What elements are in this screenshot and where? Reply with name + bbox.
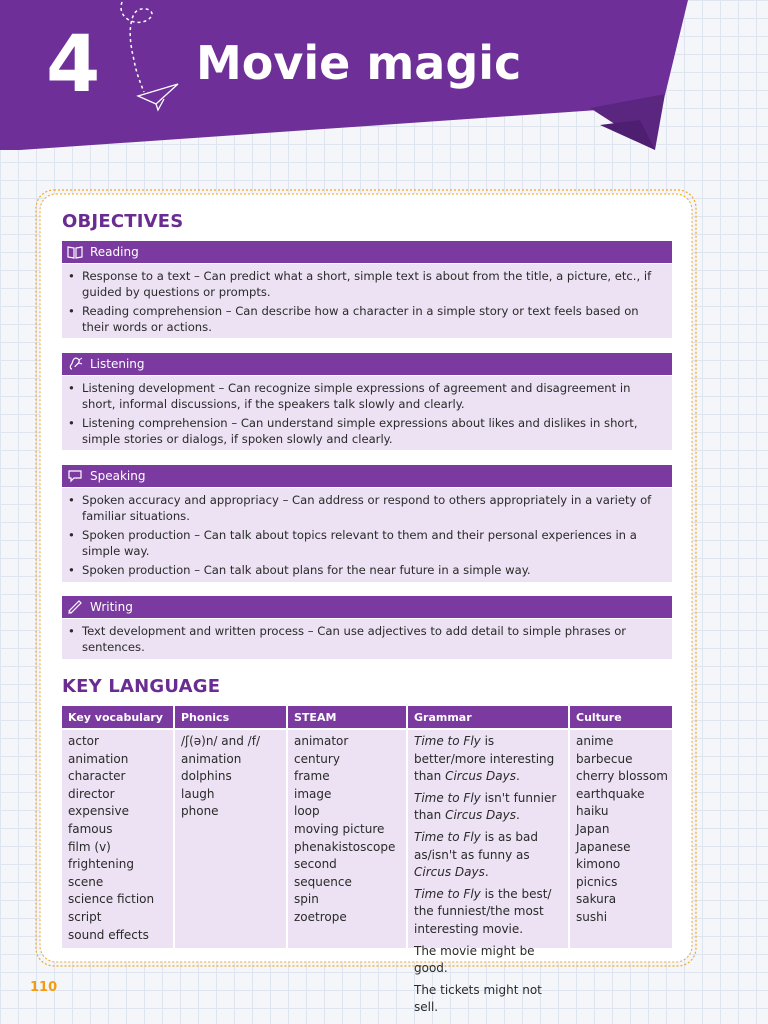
grammar-text: is as bad as/isn't as funny as: [414, 829, 538, 862]
writing-item: • Text development and written process – Can use adjectives to add detail to simple phrases or sentences.: [82, 623, 658, 655]
grammar-text: isn't funnier than: [414, 790, 557, 823]
steam-item: second: [294, 857, 337, 872]
speaking-label: Speaking: [90, 469, 146, 483]
ear-icon: [67, 357, 83, 371]
speaking-bar: [62, 465, 672, 487]
grammar-column: [408, 706, 568, 1015]
steam-item: image: [294, 786, 332, 801]
paper-plane-doodle: [110, 0, 190, 120]
phonics-item: /ʃ(ə)n/ and /f/: [181, 734, 260, 748]
phonics-item: dolphins: [181, 769, 232, 784]
speaking-item: • Spoken accuracy and appropriacy – Can address or respond to others appropriately in a variety of familiar situations.: [82, 492, 658, 524]
listening-bar: [62, 353, 672, 375]
grammar-title-text: Time to Fly: [414, 790, 481, 805]
phonics-header: Phonics: [175, 706, 286, 728]
speech-bubble-icon: [67, 469, 83, 483]
phonics-item: laugh: [181, 786, 215, 801]
writing-bar: [62, 596, 672, 618]
grammar-item: [414, 733, 562, 786]
grammar-title-text: Time to Fly: [414, 886, 481, 901]
grammar-title-text: Time to Fly: [414, 734, 481, 748]
vocab-item: frightening: [68, 857, 134, 872]
culture-item: Japanese: [576, 839, 631, 854]
culture-item: kimono: [576, 857, 621, 872]
grammar-text: .: [515, 769, 520, 784]
reading-bar: [62, 241, 672, 263]
grammar-text: The movie might be good.: [414, 943, 535, 976]
grammar-title-text: Circus Days: [414, 865, 485, 880]
culture-list: [570, 730, 672, 948]
culture-item: Japan: [576, 821, 610, 836]
vocab-item: character: [68, 769, 126, 784]
writing-label: Writing: [90, 600, 133, 614]
phonics-column: [175, 706, 286, 948]
grammar-item: [414, 790, 562, 825]
grammar-text: is the best/ the funniest/the most interesting movie.: [414, 886, 552, 936]
culture-item: haiku: [576, 804, 609, 819]
culture-column: [570, 706, 672, 948]
culture-item: picnics: [576, 874, 618, 889]
phonics-item: animation: [181, 751, 242, 766]
culture-item: anime: [576, 734, 614, 748]
steam-item: phenakistoscope: [294, 839, 396, 854]
grammar-item: [414, 943, 562, 978]
unit-number: 4: [46, 20, 99, 110]
phonics-list: [175, 730, 286, 948]
reading-item: • Response to a text – Can predict what a short, simple text is about from the title, a picture, etc., if guided by questions or prompts.: [82, 268, 658, 300]
vocab-item: animation: [68, 751, 129, 766]
listening-label: Listening: [90, 357, 145, 371]
speaking-item: • Spoken production – Can talk about topics relevant to them and their personal experiences in a simple way.: [82, 527, 658, 559]
grammar-text: .: [484, 865, 489, 880]
vocab-item: script: [68, 909, 102, 924]
grammar-header: Grammar: [408, 706, 568, 728]
grammar-title-text: Circus Days: [445, 769, 516, 784]
steam-item: frame: [294, 769, 330, 784]
vocab-item: director: [68, 786, 115, 801]
vocab-item: science fiction: [68, 892, 155, 907]
grammar-text: The tickets might not sell.: [414, 982, 542, 1015]
grammar-item: [414, 982, 562, 1017]
vocab-item: famous: [68, 821, 113, 836]
culture-header: Culture: [570, 706, 672, 728]
key-language-table: [62, 706, 672, 1015]
steam-item: spin: [294, 892, 319, 907]
page-title: Movie magic: [196, 36, 522, 90]
steam-item: zoetrope: [294, 909, 347, 924]
speaking-box: [62, 488, 672, 582]
steam-item: moving picture: [294, 821, 385, 836]
reading-item: • Reading comprehension – Can describe how a character in a simple story or text feels based on their words or actions.: [82, 303, 658, 335]
speaking-item: • Spoken production – Can talk about plans for the near future in a simple way.: [82, 562, 658, 578]
culture-item: sushi: [576, 909, 608, 924]
vocab-item: sound effects: [68, 927, 149, 942]
steam-item: century: [294, 751, 340, 766]
phonics-item: phone: [181, 804, 219, 819]
steam-column: [288, 706, 406, 948]
vocab-item: film (v): [68, 839, 111, 854]
vocab-column: [62, 706, 173, 948]
grammar-text: is better/more interesting than: [414, 734, 555, 784]
listening-item: • Listening comprehension – Can understand simple expressions about likes and dislikes in short, simple stories or dialogs, if spoken slowly and clearly.: [82, 415, 658, 447]
listening-item: • Listening development – Can recognize simple expressions of agreement and disagreement in short, informal discussions, if the speakers talk slowly and clearly.: [82, 380, 658, 412]
grammar-title-text: Time to Fly: [414, 829, 481, 844]
culture-item: barbecue: [576, 751, 633, 766]
vocab-item: expensive: [68, 804, 129, 819]
vocab-item: actor: [68, 734, 99, 748]
steam-list: [288, 730, 406, 948]
steam-item: sequence: [294, 874, 352, 889]
pencil-icon: [67, 600, 83, 614]
objectives-heading: OBJECTIVES: [62, 211, 184, 232]
vocab-item: scene: [68, 874, 104, 889]
grammar-item: [414, 886, 562, 939]
book-icon: [67, 245, 83, 259]
vocab-header: Key vocabulary: [62, 706, 173, 728]
culture-item: cherry blossom: [576, 769, 668, 784]
key-language-heading: KEY LANGUAGE: [62, 676, 221, 697]
reading-box: [62, 264, 672, 338]
vocab-list: [62, 730, 173, 948]
grammar-text: .: [515, 808, 520, 823]
steam-item: animator: [294, 734, 349, 748]
listening-box: [62, 376, 672, 450]
grammar-list: [408, 730, 568, 1015]
culture-item: earthquake: [576, 786, 645, 801]
writing-box: [62, 619, 672, 659]
steam-item: loop: [294, 804, 320, 819]
page-number: 110: [30, 980, 58, 995]
grammar-title-text: Circus Days: [445, 808, 516, 823]
reading-label: Reading: [90, 245, 139, 259]
culture-item: sakura: [576, 892, 617, 907]
grammar-item: [414, 829, 562, 882]
steam-header: STEAM: [288, 706, 406, 728]
